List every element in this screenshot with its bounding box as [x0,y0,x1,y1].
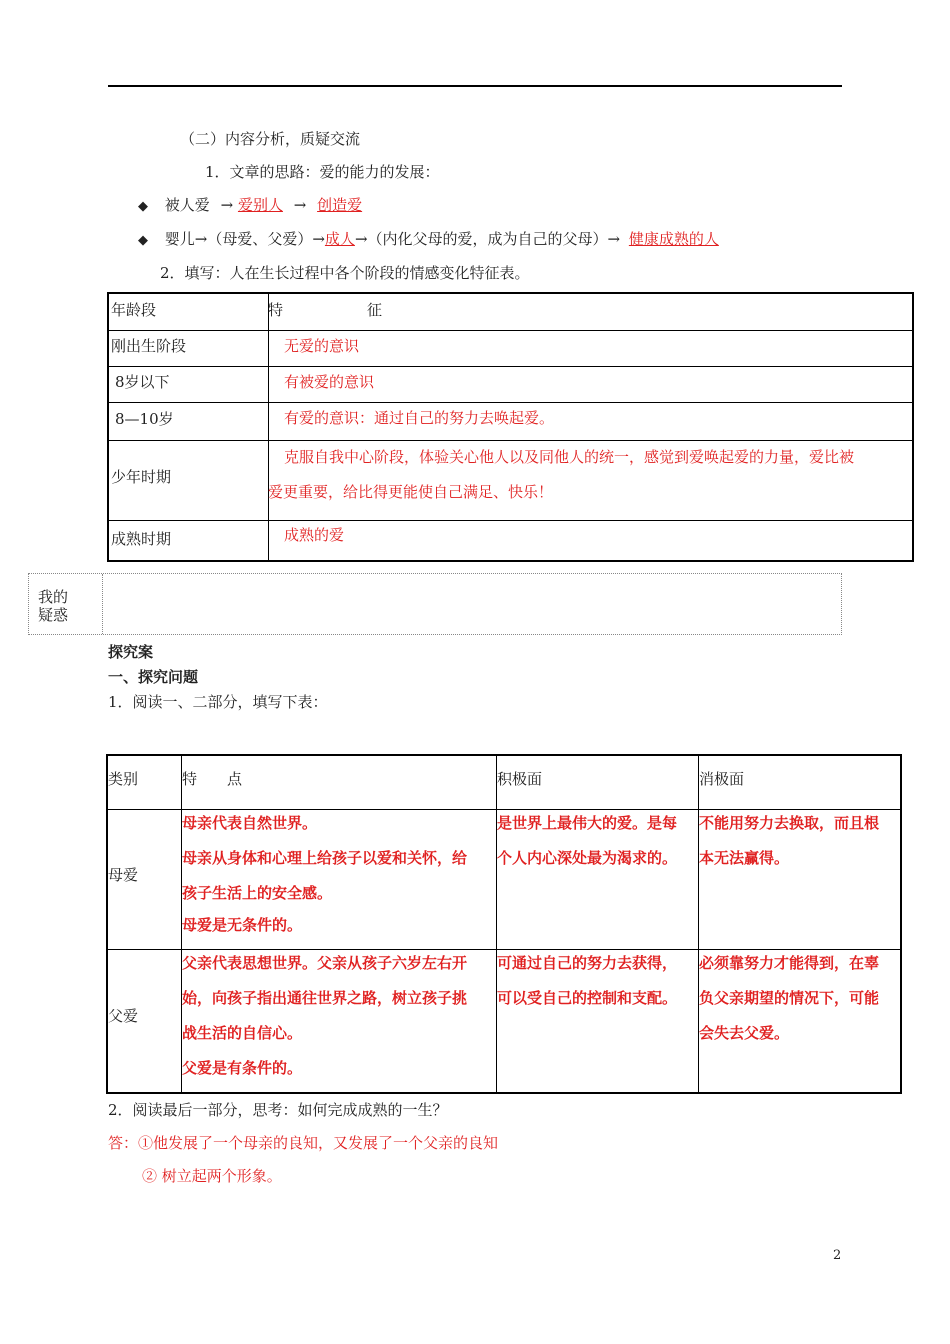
feature-cell: 有被爱的意识 [284,373,375,391]
father-feature-line: 父爱是有条件的。 [182,1059,303,1077]
table-header-row [109,294,912,331]
father-positive-line: 可通过自己的努力去获得， [497,954,678,972]
father-positive-cell [497,946,702,1016]
mother-negative-cell [699,806,904,876]
doubt-label-line-1: 我的 [38,588,69,606]
feature-cell-line-1: 克服自我中心阶段，体验关心他人以及同他人的统一，感觉到爱唤起爱的力量，爱比被 [284,448,855,466]
arrow-icon: → [293,196,307,214]
emotion-stage-table [107,292,914,562]
answer-line-2: ② 树立起两个形象。 [142,1167,282,1185]
bullet-2-prefix: 婴儿→（母爱、父爱）→ [164,230,325,248]
table-row [109,330,912,367]
father-feature-line: 父亲代表思想世界。父亲从孩子六岁左右开 [182,954,468,972]
diamond-bullet-icon: ◆ [138,233,148,248]
feature-cell-line-2: 爱更重要，给比得更能使自己满足、快乐！ [268,483,554,501]
doubt-box [28,573,842,635]
mother-feature-line: 母亲从身体和心理上给孩子以爱和关怀，给 [182,849,468,867]
mother-positive-cell [497,806,702,876]
arrow-icon: → [220,196,234,214]
table-row [109,366,912,403]
point-2: 2．填写：人在生长过程中各个阶段的情感变化特征表。 [160,264,530,282]
father-negative-line: 必须靠努力才能得到，在辜 [699,954,880,972]
mother-negative-line: 本无法赢得。 [699,849,790,867]
feature-cell: 有爱的意识：通过自己的努力去唤起爱。 [284,409,555,427]
father-negative-line: 会失去父爱。 [699,1024,790,1042]
point-1: 1．文章的思路：爱的能力的发展： [205,163,440,181]
bullet-2-item-1: 成人 [324,230,355,248]
diamond-bullet-icon: ◆ [138,199,148,214]
father-positive-line: 可以受自己的控制和支配。 [497,989,678,1007]
header-category: 类别 [108,770,139,788]
doubt-divider [102,574,103,634]
question-2: 2．阅读最后一部分，思考：如何完成成熟的一生？ [108,1101,448,1119]
header-feature-2: 征 [367,301,383,319]
explore-title: 探究案 [108,643,154,661]
bullet-2-item-2: 健康成熟的人 [628,230,719,248]
father-negative-cell [699,946,904,1051]
category-father: 父爱 [108,1007,139,1025]
section-heading: （二）内容分析，质疑交流 [180,130,361,148]
header-positive: 积极面 [497,770,543,788]
table-row [109,402,912,441]
bullet-1 [138,194,362,215]
answer-line-1: 答：①他发展了一个母亲的良知，又发展了一个父亲的良知 [108,1134,499,1152]
category-mother: 母爱 [108,866,139,884]
bullet-2 [138,228,719,249]
header-feature-1: 特 [268,301,284,319]
age-cell: 8岁以下 [115,373,170,391]
explore-subtitle: 一、探究问题 [108,668,199,686]
feature-cell: 成熟的爱 [284,526,345,544]
header-negative: 消极面 [699,770,745,788]
table-row [109,520,912,560]
mother-feature-line: 孩子生活上的安全感。 [182,884,333,902]
father-feature-cell [182,946,500,1086]
mother-negative-line: 不能用努力去换取，而且根 [699,814,880,832]
mother-positive-line: 是世界上最伟大的爱。是每 [497,814,678,832]
table-row [109,440,912,521]
feature-cell: 无爱的意识 [284,337,360,355]
father-feature-line: 始，向孩子指出通往世界之路，树立孩子挑 [182,989,468,1007]
mother-feature-line: 母爱是无条件的。 [182,916,303,934]
header-feature: 特 点 [182,770,243,788]
bullet-1-prefix: 被人爱 [164,196,210,214]
mother-positive-line: 个人内心深处最为渴求的。 [497,849,678,867]
mother-feature-line: 母亲代表自然世界。 [182,814,318,832]
father-negative-line: 负父亲期望的情况下，可能 [699,989,880,1007]
age-cell: 少年时期 [111,468,172,486]
age-cell: 刚出生阶段 [111,337,187,355]
mother-feature-cell [182,806,500,939]
header-age: 年龄段 [111,301,157,319]
father-feature-line: 战生活的自信心。 [182,1024,303,1042]
bullet-2-middle: →（内化父母的爱，成为自己的父母）→ [354,230,621,248]
bullet-1-item-1: 爱别人 [237,196,283,214]
bullet-1-item-2: 创造爱 [317,196,363,214]
age-cell: 8—10岁 [115,410,174,428]
doubt-label-line-2: 疑惑 [38,606,69,624]
age-cell: 成熟时期 [111,530,172,548]
parental-love-table [106,754,902,1094]
question-1: 1．阅读一、二部分，填写下表： [108,693,328,711]
header-rule [108,85,842,87]
page-number: 2 [833,1248,842,1263]
